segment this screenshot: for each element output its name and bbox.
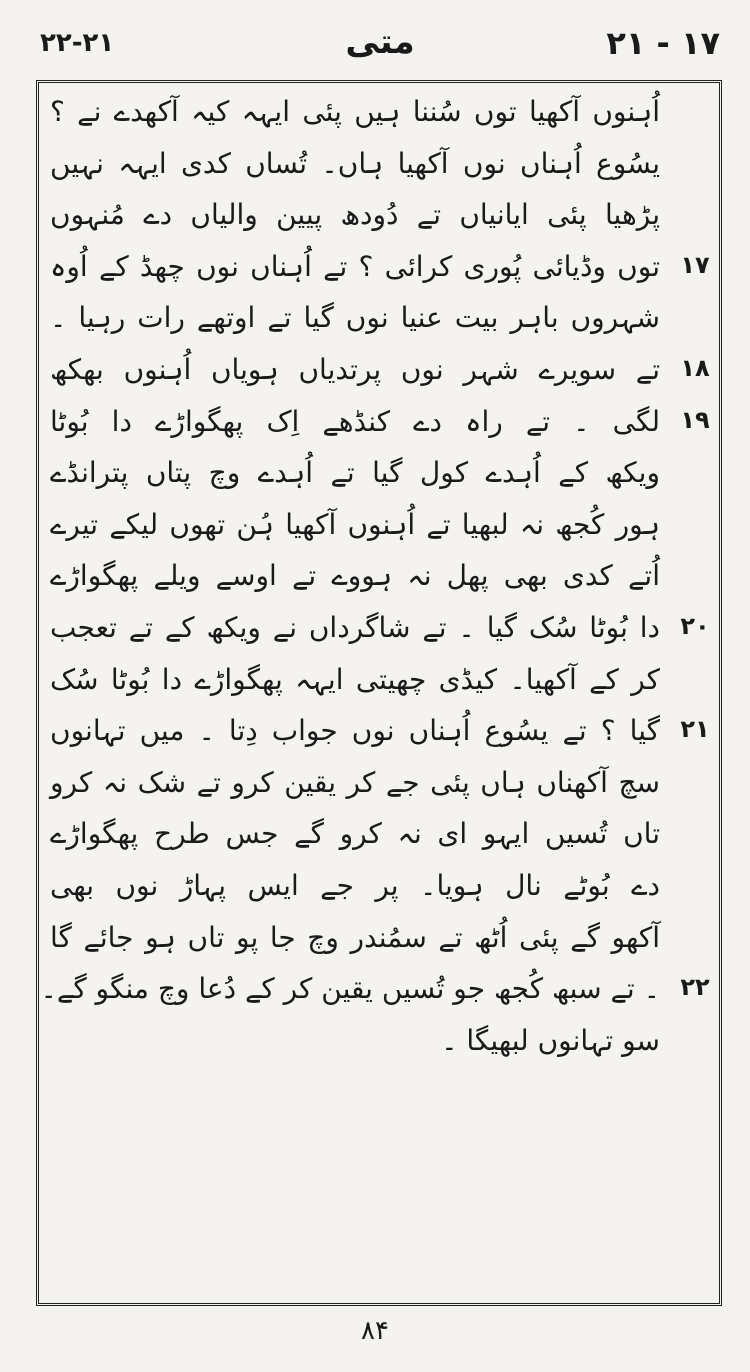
text-line: سچ آکھناں ہاں پئی جے کر یقین کرو تے شک نہ کرو bbox=[50, 765, 660, 799]
text-line: شہروں باہر بیت عنیا نوں گیا تے اوتھے رات رہیا ۔ bbox=[50, 301, 660, 335]
verse-number: ۲۱ bbox=[680, 715, 710, 744]
text-line: گیا ؟ تے یسُوع اُہناں نوں جواب دِتا ۔ میں تہانوں bbox=[50, 714, 660, 748]
text-line: کر کے آکھیا۔ کیڈی چھیتی ایہہ پھگواڑے دا بُوٹا سُک bbox=[50, 662, 660, 696]
verse-number: ۱۹ bbox=[680, 405, 710, 434]
text-line: اُہنوں آکھیا توں سُننا ہیں پئی ایہہ کیہ آکھدے نے ؟ bbox=[50, 95, 660, 128]
header-book-title: متی bbox=[345, 22, 415, 62]
text-line: تے سویرے شہر نوں پرتدیاں ہویاں اُہنوں بھکھ bbox=[50, 352, 660, 386]
header-verse-range-left: ۲۲-۲۱ bbox=[40, 28, 115, 58]
page-number: ۸۴ bbox=[361, 1316, 389, 1346]
text-line: دا بُوٹا سُک گیا ۔ تے شاگرداں نے ویکھ کے تے تعجب bbox=[50, 610, 660, 644]
text-line: سو تہانوں لبھیگا ۔ bbox=[441, 1023, 660, 1057]
text-line: دے بُوٹے نال ہویا۔ پر جے ایس پہاڑ نوں بھی bbox=[50, 868, 660, 902]
text-line: لگی ۔ تے راہ دے کنڈھے اِک پھگواڑے دا بُوٹا bbox=[50, 404, 660, 438]
verse-number: ۱۷ bbox=[680, 250, 710, 279]
text-line: ۔ تے سبھ کُجھ جو تُسیں یقین کر کے دُعا وچ منگو گے۔ bbox=[40, 972, 660, 1006]
text-line: آکھو گے پئی اُٹھ تے سمُندر وچ جا پو تاں ہو جائے گا bbox=[50, 920, 660, 954]
page-header bbox=[40, 18, 720, 78]
verse-number: ۲۲ bbox=[680, 973, 710, 1002]
text-line: تاں تُسیں ایہو ای نہ کرو گے جس طرح پھگواڑے bbox=[50, 817, 660, 851]
text-line: یسُوع اُہناں نوں آکھیا ہاں۔ تُساں کدی ایہہ نہیں bbox=[50, 146, 660, 180]
text-line: پڑھیا پئی ایانیاں تے دُودھ پیین والیاں دے مُنہوں bbox=[50, 198, 660, 232]
text-line: ہور کُجھ نہ لبھیا تے اُہنوں آکھیا ہُن تھوں لیکے تیرے bbox=[50, 507, 660, 541]
body-text bbox=[40, 86, 670, 1306]
header-verse-range-right: ۲۱ - ۱۷ bbox=[606, 24, 720, 62]
text-line: توں وڈیائی پُوری کرائی ؟ تے اُہناں نوں چھڈ کے اُوہ bbox=[50, 249, 660, 283]
verse-number: ۲۰ bbox=[680, 612, 710, 640]
text-line: ویکھ کے اُہدے کول گیا تے اُہدے وچ پتاں پترانڈے bbox=[50, 456, 660, 490]
verse-number: ۱۸ bbox=[680, 354, 710, 382]
verse-number-gutter bbox=[672, 86, 718, 1306]
page-footer bbox=[0, 1316, 750, 1346]
text-line: اُتے کدی بھی پھل نہ ہووے تے اوسے ویلے پھگواڑے bbox=[50, 559, 660, 593]
